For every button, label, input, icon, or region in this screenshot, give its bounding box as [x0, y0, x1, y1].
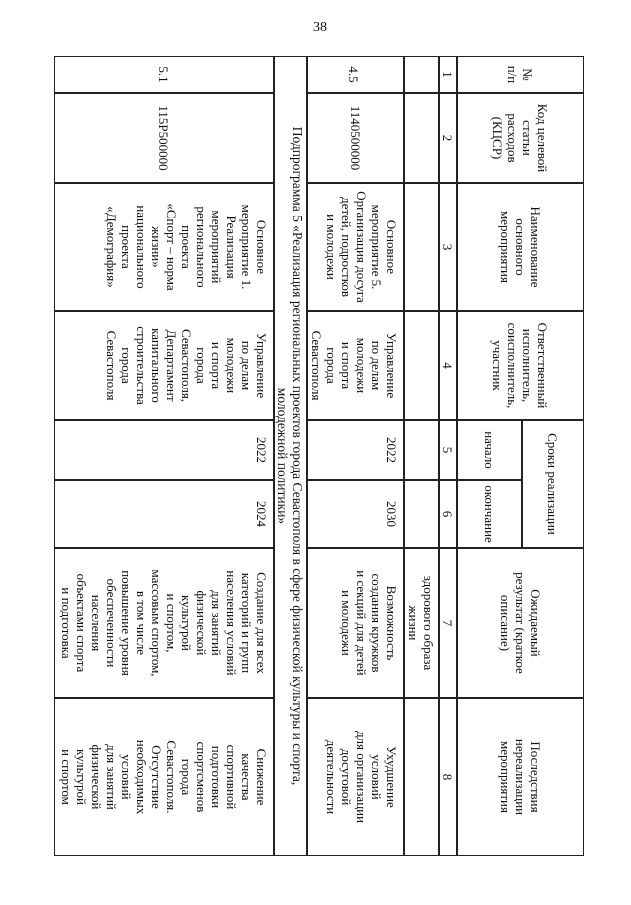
header-consequence: Последствия нереализации мероприятия [457, 698, 584, 856]
table-cell [404, 480, 439, 548]
page-number: 38 [313, 20, 327, 35]
row-51-code: 115Р500000 [54, 93, 274, 183]
row-51-num: 5.1 [54, 56, 274, 93]
row-45-executor: Управление по делам молодежи и спорта города Севастополя [307, 311, 404, 420]
col-number: 3 [439, 183, 457, 311]
header-start: начало [457, 420, 522, 480]
table-cell [404, 93, 439, 183]
header-name: Наименование основного мероприятия [457, 183, 584, 311]
row-51-start: 2022 [54, 420, 274, 480]
row-45-num: 4.5 [307, 56, 404, 93]
row-45-end: 2030 [307, 480, 404, 548]
table-cell [404, 420, 439, 480]
header-result: Ожидаемый результат (краткое описание) [457, 548, 584, 698]
col-number: 7 [439, 548, 457, 698]
row-45-consequence: Ухудшение условий для организации досуговой деятельности [307, 698, 404, 856]
row-45-start: 2022 [307, 420, 404, 480]
row-51-result: Создание для всех категорий и групп населения условий для занятий физической культурой и спортом, массовым спортом, в том числе повышение уровня обеспеченности населения объектами спорта и подготовка [54, 548, 274, 698]
header-period: Сроки реализации [522, 420, 584, 548]
table-cell [404, 56, 439, 93]
header-end: окончание [457, 480, 522, 548]
row-51-name: Основное мероприятие 1. Реализация мероприятий регионального проекта «Спорт – норма жизни» национального проекта «Демография» [54, 183, 274, 311]
header-code: Код целевой статьи расходов (КЦСР) [457, 93, 584, 183]
header-executor: Ответственный исполнитель, соисполнитель, участник [457, 311, 584, 420]
col-number: 4 [439, 311, 457, 420]
table-cell [404, 698, 439, 856]
row-45-name: Основное мероприятие 5. Организация досуга детей, подростков и молодежи [307, 183, 404, 311]
col-number: 8 [439, 698, 457, 856]
col-number: 2 [439, 93, 457, 183]
table-cell [404, 183, 439, 311]
row-51-executor: Управление по делам молодежи и спорта города Севастополя, Департамент капитального строительства города Севастополя [54, 311, 274, 420]
row-45-result: Возможность создания кружков и секций для детей и молодежи [307, 548, 404, 698]
row-51-consequence: Снижение качества спортивной подготовки спортсменов города Севастополя. Отсутствие необходимых условий для занятий физической культурой и спортом [54, 698, 274, 856]
col-number: 6 [439, 480, 457, 548]
row-45-code: 1140500000 [307, 93, 404, 183]
row-51-end: 2024 [54, 480, 274, 548]
subprogram-5-title: Подпрограмма 5 «Реализация региональных проектов города Севастополя в сфере физической культуры и спорта, молодежной политики» [274, 56, 307, 856]
col-number: 1 [439, 56, 457, 93]
header-num: № п/п [457, 56, 584, 93]
activities-table [54, 56, 584, 856]
continued-result: здорового образа жизни [404, 548, 439, 698]
table-cell [404, 311, 439, 420]
col-number: 5 [439, 420, 457, 480]
